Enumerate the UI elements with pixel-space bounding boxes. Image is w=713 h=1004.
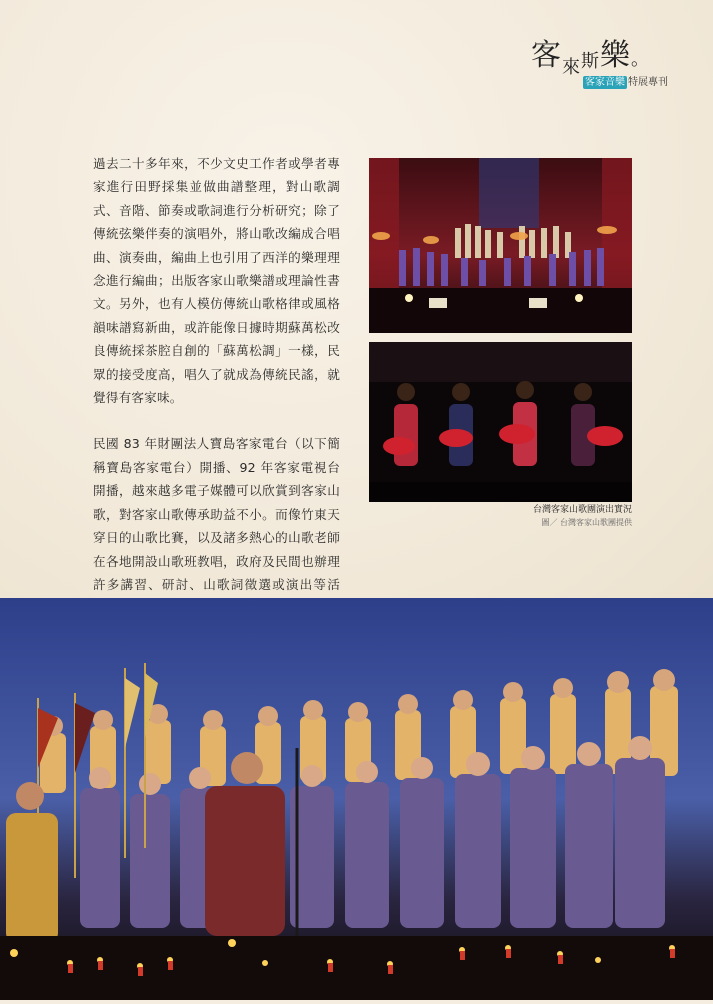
masthead-subtitle-rest: 特展專刊 [628, 77, 668, 88]
photo-choir-stage [369, 158, 632, 333]
masthead-logo [531, 30, 681, 90]
caption-text: 台灣客家山歌團演出實況 [532, 505, 632, 515]
article-body [93, 152, 340, 620]
masthead-title: 客$_來$斯樂。 [531, 38, 650, 78]
photo-choir-performance [0, 598, 713, 1000]
article-paragraph-2: 民國 83 年財團法人寶島客家電台（以下簡稱寶島客家電台）開播、92 年客家電視台開播，越來越多電子媒體可以欣賞到客家山歌，對客家山歌傳承助益不小。而像竹東天穿日的山歌比賽，以及諸多熱心的山歌老師在各地開設山歌班教唱，政府及民間也辦理許多講習、研討、山歌詞徵選或演出等活 [93, 436, 340, 592]
masthead-subtitle-tag: 客家音樂 [585, 77, 625, 88]
masthead-subtitle [583, 73, 668, 88]
photo-singers-lanterns [369, 342, 632, 502]
caption-credit: 圖／ 台灣客家山歌團提供 [541, 518, 632, 527]
article-paragraph-1: 過去二十多年來，不少文史工作者或學者專家進行田野採集並做曲譜整理，對山歌調式、音階、節奏或歌詞進行分析研究；除了傳統弦樂伴奏的演唱外，將山歌改編成合唱曲、演奏曲，編曲上也引用了西洋的樂理理念進行編曲；出版客家山歌樂譜或理論性書文。另外，也有人模仿傳統山歌格律或風格韻味譜寫新曲，或許能像日據時期蘇萬松改良傳統採茶腔自創的「蘇萬松調」一樣，民眾的接受度高，唱久了就成為傳統民謠，就覺得有客家味。 [93, 156, 340, 406]
figure-caption [533, 504, 632, 529]
